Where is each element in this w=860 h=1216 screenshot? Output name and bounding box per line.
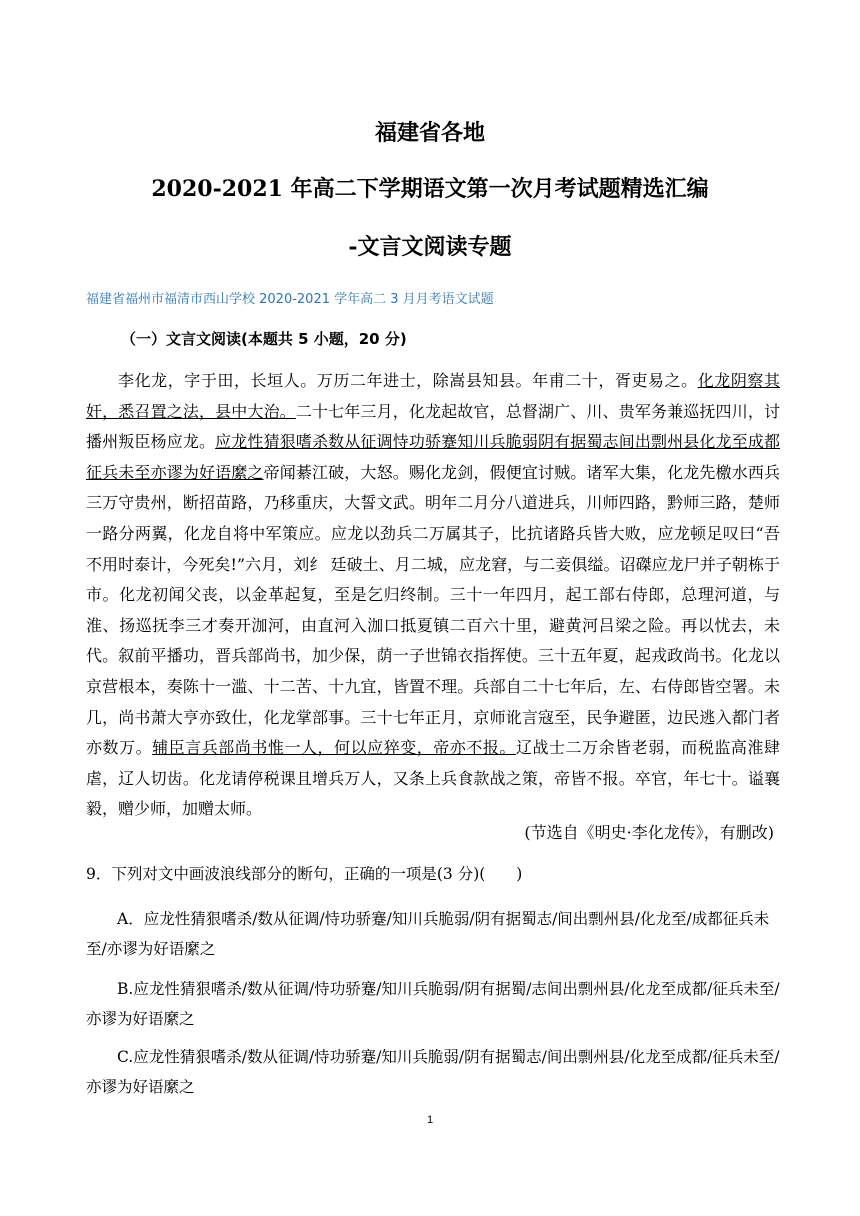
title-line-1: 福建省各地 <box>374 120 485 146</box>
classical-passage <box>86 366 780 825</box>
passage-text: 帝闻綦江破，大怒。赐化龙剑，假便宜讨贼。诸军大集，化龙先檄水西兵三万守贵州，断招苗路，乃移重庆，大誓文武。明年二月分八道进兵，川师四路，黔师三路，楚师一路分两翼，化龙自将中军策应。应龙以劲兵二万属其子，比抗诸路兵皆大败，应龙顿足叹曰“吾不用时泰计，今死矣!”六月，刘纟 廷破土、月二城，应龙窘，与二妾俱缢。诏磔应龙尸并子朝栋于市。化龙初闻父丧，以金革起复，至是乞归终制。三十一年四月，起工部右侍郎，总理河道，与淮、扬巡抚李三才奏开泇河，由直河入泇口抵夏镇二百六十里，避黄河吕梁之险。再以忧去，未代。叙前平播功，晋兵部尚书，加少保，荫一子世锦衣指挥使。三十五年夏，起戎政尚书。化龙以京营根本，奏陈十一滥、十二苦、十九宜，皆置不理。兵部自二十七年后，左、右侍郎皆空署。未几，尚书萧大亨亦致仕，化龙掌部事。三十七年正月，京师讹言寇至，民争避匿，边民逃入都门者亦数万。 <box>86 462 780 758</box>
question-9: 9．下列对文中画波浪线部分的断句，正确的一项是(3 分)( ) <box>86 865 523 883</box>
underlined-sentence-1: 化龙阴察其奸，悉召置之法，县中大治。 <box>86 371 780 421</box>
wavy-line-segment: 应龙性猜狠嗜杀数从征调恃功骄蹇知川兵脆弱阴有据蜀志间出剽州县化龙至成都征兵未至亦谬为好语縻之 <box>86 432 780 482</box>
page-number: 1 <box>426 1114 434 1126</box>
title-line-3: -文言文阅读专题 <box>348 234 512 260</box>
option-b: B.应龙性猜狠嗜杀/数从征调/恃功骄蹇/知川兵脆弱/阴有据蜀/志间出剽州县/化龙至成都/征兵未至/亦谬为好语縻之 <box>86 980 780 1028</box>
passage-credit: (节选自《明史·李化龙传》，有删改) <box>524 823 774 842</box>
option-c: C.应龙性猜狠嗜杀/数从征调/恃功骄蹇/知川兵脆弱/阴有据蜀志/间出剽州县/化龙至成都/征兵未至/亦谬为好语縻之 <box>86 1048 780 1096</box>
exam-source: 福建省福州市福清市西山学校 2020-2021 学年高二 3 月月考语文试题 <box>86 292 494 307</box>
passage-text: 二十七年三月，化龙起故官，总督湖广、川、贵军务兼巡抚四川，讨播州叛臣杨应龙。 <box>86 401 780 452</box>
title-line-2: 2020-2021 年高二下学期语文第一次月考试题精选汇编 <box>151 176 709 202</box>
underlined-sentence-2: 辅臣言兵部尚书惟一人，何以应猝变，帝亦不报。 <box>152 738 516 758</box>
section-heading: （一）文言文阅读(本题共 5 小题，20 分) <box>121 330 407 348</box>
passage-text: 辽战士二万余皆老弱，而税监高淮肆虐，辽人切齿。化龙请停税课且增兵万人，又条上兵食款战之策，帝皆不报。卒官，年七十。谥襄毅，赠少师，加赠太师。 <box>86 738 780 819</box>
option-a: A．应龙性猜狠嗜杀/数从征调/恃功骄蹇/知川兵脆弱/阴有据蜀志/间出剽州县/化龙至/成都征兵未至/亦谬为好语縻之 <box>86 910 770 958</box>
passage-text: 李化龙，字于田，长垣人。万历二年进士，除嵩县知县。年甫二十，胥吏易之。 <box>118 371 698 390</box>
